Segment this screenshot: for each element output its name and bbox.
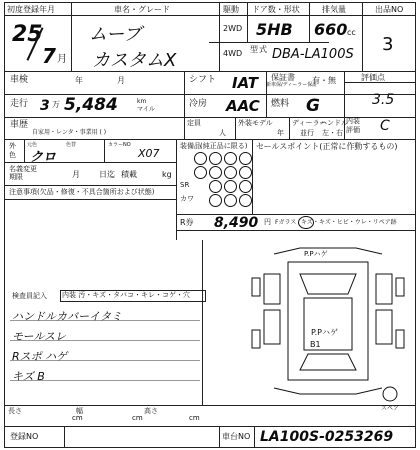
reg-year-value: 25 [12, 22, 43, 47]
equip-leather-label: カワ [180, 195, 194, 203]
fuel-value: G [306, 96, 320, 116]
rule [247, 2, 248, 42]
car-right-front-door [376, 274, 392, 304]
equip-circle [239, 194, 252, 207]
car-wheel-rl [252, 330, 260, 348]
load-label: 積載 [121, 170, 137, 179]
mileage-man-value: 3 [40, 98, 50, 114]
height-label: 高さ [144, 407, 158, 415]
mileage-rest-value: 5,484 [64, 95, 118, 115]
model-value: DBA-LA100S [272, 47, 354, 62]
repaint-label: 色替 [66, 142, 77, 148]
caution-label: 注意事項(欠品・修復・不具合箇所および状態) [9, 188, 155, 196]
rule [4, 426, 416, 427]
chassis-no-label: 車台NO [222, 432, 251, 441]
color-no-label: カラーNO [108, 142, 131, 148]
rule [176, 230, 416, 231]
inspection-month-unit: 月 [117, 76, 125, 85]
interior-value: C [380, 118, 390, 134]
history-options: 自家用・レンタ・事業用 ( ) [32, 129, 107, 136]
person-unit: 人 [219, 129, 226, 137]
windshield-label: Fガラス [275, 219, 297, 226]
car-left-front-door [264, 274, 280, 304]
shift-label: シフト [189, 75, 217, 85]
r-ticket-value: 8,490 [214, 215, 259, 231]
score-value: 3.5 [372, 92, 395, 108]
rule [4, 447, 416, 448]
cc-unit: cc [347, 28, 356, 37]
mile-note: マイル [137, 106, 155, 113]
mileage-label: 走行 [10, 99, 29, 109]
registration-no-label: 登録NO [10, 432, 39, 441]
drive-label: 駆動 [223, 5, 239, 14]
rule [235, 117, 236, 139]
month-unit: 月 [57, 54, 67, 65]
equip-circle [224, 152, 237, 165]
annotation-front-bumper: P.Pハゲ [304, 250, 328, 258]
first-registration-label: 初度登録年月 [7, 5, 55, 14]
note-line-2: モールスレ [12, 330, 67, 343]
rule [4, 185, 176, 186]
rule [71, 2, 72, 71]
equip-circle [209, 166, 222, 179]
equip-circle [209, 194, 222, 207]
two-wd-label: 2WD [223, 24, 243, 33]
displacement-value: 660 [314, 20, 348, 39]
color-no-value: X07 [138, 147, 160, 160]
rule [254, 426, 255, 448]
kg-unit: kg [162, 170, 172, 179]
windshield-options: キズ・キズ・ヒビ・ウレ・リペア跡 [301, 219, 397, 226]
ac-value: AAC [226, 97, 260, 115]
equip-circle [224, 166, 237, 179]
selling-point-label: セールスポイント(正常に作動するもの) [256, 142, 398, 151]
car-wheel-rr [396, 330, 404, 348]
equip-circle [239, 152, 252, 165]
history-label: 車歴 [10, 120, 29, 130]
rule [24, 139, 25, 162]
equip-circle [239, 180, 252, 193]
mileage-unit: km [137, 98, 147, 105]
interior-label: 内装 [346, 117, 360, 125]
car-left-rear-door [264, 310, 280, 344]
four-wd-label: 4WD [223, 49, 243, 58]
inspector-label: 検査員記入 [12, 292, 47, 300]
equip-circle [224, 180, 237, 193]
rule [4, 15, 416, 16]
rule [219, 2, 220, 71]
chassis-no-value: LA100S-0253269 [260, 429, 394, 445]
warranty-sub-label: 新車保/ディーラー保証 [266, 82, 318, 88]
spare-tire-icon [383, 387, 397, 401]
car-body-outline [288, 262, 368, 380]
rule [289, 117, 290, 139]
car-windshield [300, 274, 356, 294]
name-change-month: 月 [72, 170, 80, 179]
height-cm: cm [189, 414, 200, 422]
handle-options: 左・右 [322, 129, 343, 137]
exterior-model-unit: 年 [277, 129, 284, 137]
shift-value: IAT [232, 74, 258, 92]
rule [4, 2, 416, 3]
rule [64, 426, 65, 448]
parallel-label: 並行 [300, 129, 314, 137]
color-value: クロ [30, 150, 57, 165]
warranty-options: 有・無 [312, 76, 336, 85]
outer-label: 外 [9, 142, 16, 150]
lot-number-label: 出品NO [375, 5, 404, 14]
r-ticket-unit: 円 [264, 218, 271, 226]
car-wheel-fr [396, 278, 404, 296]
rule [252, 139, 253, 214]
warranty-label: 保証書 [271, 73, 295, 82]
lot-number-value: 3 [382, 34, 394, 55]
length-cm: cm [72, 414, 83, 422]
annotation-roof: P.Pハゲ [311, 328, 338, 337]
note-line-4: キズ B [12, 370, 45, 383]
equip-circle [209, 152, 222, 165]
car-rear-outline [274, 388, 382, 394]
model-label-2: 式 [259, 45, 267, 54]
rule [104, 139, 105, 162]
rule [202, 240, 203, 406]
auction-sheet [4, 2, 416, 448]
displacement-label: 排気量 [322, 5, 346, 14]
rule [309, 2, 310, 42]
note-line-3: Rスポ ハゲ [12, 350, 68, 363]
name-change-day: 日迄 [99, 170, 115, 179]
rule [4, 405, 416, 406]
r-ticket-label: R券 [180, 218, 194, 227]
door-label: ドア数・形状 [252, 5, 300, 14]
car-wheel-fl [252, 278, 260, 296]
inspection-year-unit: 年 [75, 76, 83, 85]
reg-month-value: 7 [42, 44, 56, 68]
handle-label: ハンドル [320, 119, 348, 127]
equipment-note: (純正品に限る) [200, 142, 248, 150]
equip-circle [239, 166, 252, 179]
rule [344, 82, 416, 83]
spare-label: スペア [381, 405, 400, 412]
door-shape-value: 5HB [256, 20, 293, 39]
score-label: 評価点 [361, 73, 385, 82]
rule [4, 2, 5, 448]
car-rear-window [300, 354, 356, 370]
windshield-circle [298, 216, 314, 229]
inspection-label: 車検 [10, 75, 29, 85]
width-label: 幅 [76, 407, 83, 415]
dealer-label: ディーラー [292, 119, 327, 127]
rule [4, 199, 176, 200]
rule [362, 2, 363, 71]
name-grade-label: 車名・グレード [114, 5, 170, 14]
interior-condition-options: 内装 汚・キズ・タバコ・キレ・コゲ・穴 [62, 291, 190, 299]
car-diagram [244, 234, 412, 404]
length-label: 長さ [8, 407, 22, 415]
equip-circle [194, 166, 207, 179]
equip-circle [224, 194, 237, 207]
width-cm: cm [132, 414, 143, 422]
rule [176, 139, 177, 240]
rule [266, 71, 267, 117]
rule [176, 214, 416, 215]
man-unit: 万 [52, 100, 60, 109]
original-color-label: 元色 [27, 142, 38, 148]
car-right-rear-door [376, 310, 392, 344]
rule [184, 71, 185, 139]
equip-circle [194, 152, 207, 165]
exterior-model-label: 外装モデル [238, 119, 273, 127]
car-front-outline [274, 248, 382, 254]
car-name-value: ムーブ [89, 24, 142, 45]
ac-label: 冷房 [189, 99, 208, 109]
equipment-label: 装備品 [180, 142, 201, 150]
capacity-label: 定員 [187, 119, 201, 127]
interior-label-2: 評価 [346, 126, 360, 134]
rule [415, 2, 416, 448]
annotation-b1: B1 [310, 340, 321, 349]
rule [344, 71, 345, 139]
note-line-1: ハンドルカバーイタミ [12, 310, 122, 323]
rule [4, 71, 416, 72]
rule [4, 139, 416, 140]
fuel-label: 燃料 [271, 99, 290, 109]
model-label: 型 [250, 45, 258, 54]
color-label: 色 [9, 151, 16, 159]
rule [209, 42, 329, 43]
grade-value: カスタムX [92, 50, 177, 71]
name-change-label: 名義変更期限 [9, 165, 37, 181]
equip-sr-label: SR [180, 181, 190, 189]
rule [219, 426, 220, 448]
equip-circle [209, 180, 222, 193]
